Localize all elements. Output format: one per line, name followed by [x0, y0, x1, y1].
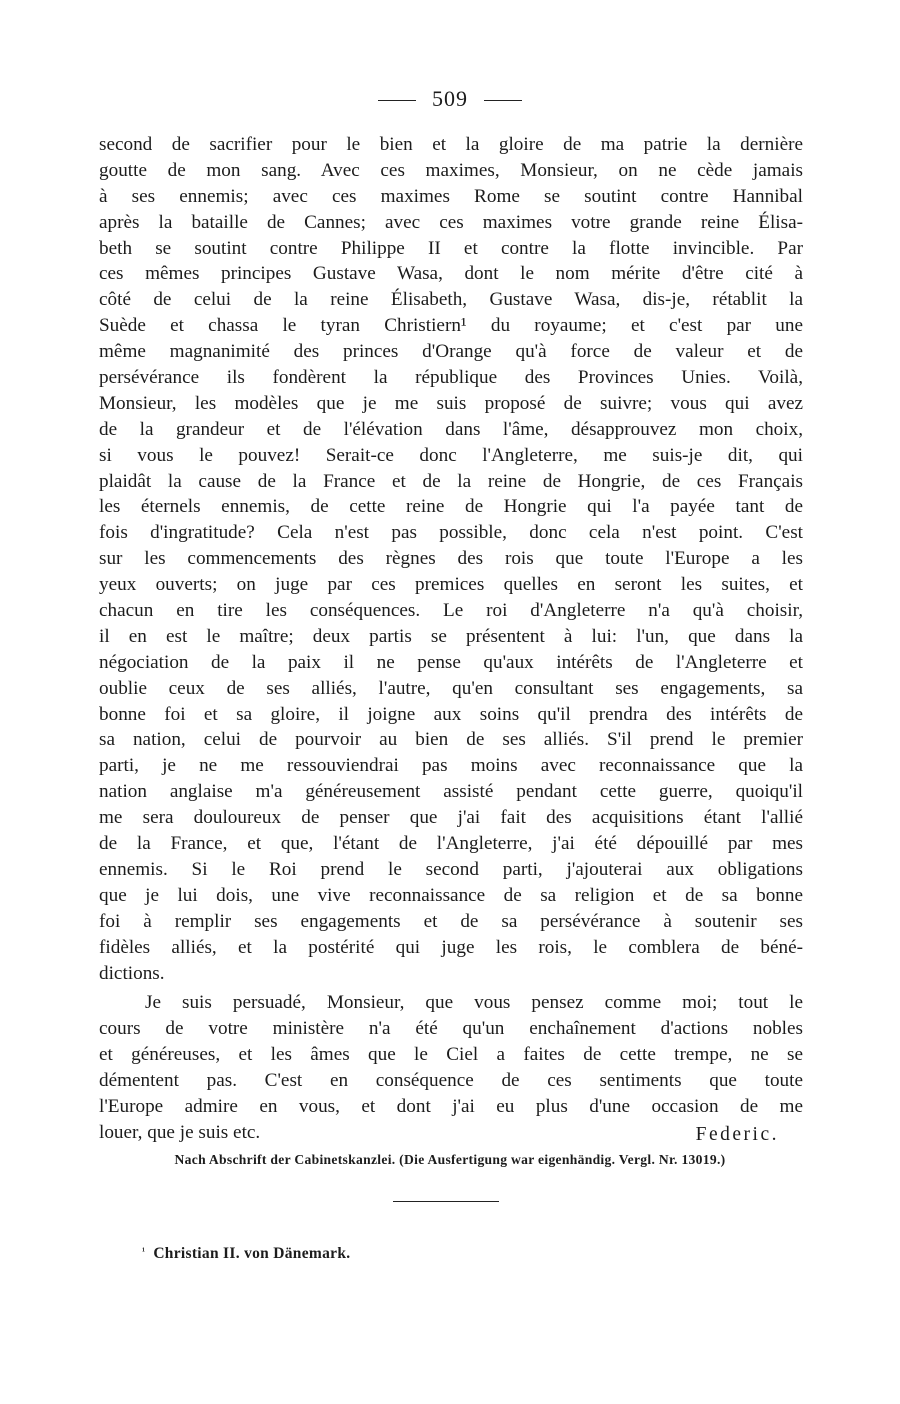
text-line: de la grandeur et de l'élévation dans l'âme, désapprouvez mon choix,: [99, 418, 803, 440]
footnote-divider: [393, 1201, 499, 1202]
text-line: bonne foi et sa gloire, il joigne aux soins qu'il prendra des intérêts de: [99, 703, 803, 725]
text-line: plaidât la cause de la France et de la reine de Hongrie, de ces Français: [99, 470, 803, 492]
text-line: yeux ouverts; on juge par ces premices quelles en seront les suites, et: [99, 574, 803, 596]
text-line: et généreuses, et les âmes que le Ciel a faites de cette trempe, ne se: [99, 1044, 803, 1066]
text-line: il en est le maître; deux partis se présentent à lui: l'un, que dans la: [99, 625, 803, 647]
text-line: à ses ennemis; avec ces maximes Rome se soutint contre Hannibal: [99, 185, 803, 207]
page-number: 509: [432, 86, 468, 111]
text-line: persévérance ils fondèrent la république des Provinces Unies. Voilà,: [99, 367, 803, 389]
text-line: démentent pas. C'est en conséquence de ces sentiments que toute: [99, 1070, 803, 1092]
text-line: fois d'ingratitude? Cela n'est pas possible, donc cela n'est point. C'est: [99, 522, 803, 544]
header-dash-left: [378, 100, 416, 101]
footnote-text: Christian II. von Dänemark.: [153, 1245, 351, 1262]
text-line: Suède et chassa le tyran Christiern¹ du royaume; et c'est par une: [99, 315, 803, 337]
closing-row: [99, 1120, 803, 1146]
page-header: [0, 86, 900, 112]
text-line: sur les commencements des règnes des rois que toute l'Europe a les: [99, 548, 803, 570]
text-line: oublie ceux de ses alliés, l'autre, qu'en consultant ses engagements, sa: [99, 677, 803, 699]
text-line: Je suis persuadé, Monsieur, que vous pensez comme moi; tout le: [145, 992, 803, 1014]
text-line: si vous le pouvez! Serait-ce donc l'Angleterre, me suis-je dit, qui: [99, 444, 803, 466]
text-line: chacun en tire les conséquences. Le roi d'Angleterre n'a qu'à choisir,: [99, 600, 803, 622]
text-line: l'Europe admire en vous, et dont j'ai eu plus d'une occasion de me: [99, 1095, 803, 1117]
text-line: parti, je ne me ressouviendrai pas moins avec reconnaissance que la: [99, 755, 803, 777]
text-line: beth se soutint contre Philippe II et contre la flotte invincible. Par: [99, 237, 803, 259]
text-line: dictions.: [99, 962, 165, 984]
header-dash-right: [484, 100, 522, 101]
text-line: sa nation, celui de pourvoir au bien de ses alliés. S'il prend le premier: [99, 729, 803, 751]
paragraph-2: [99, 990, 803, 1145]
text-line: me sera douloureux de penser que j'ai fait des acquisitions étant l'allié: [99, 807, 803, 829]
text-line: que je lui dois, une vive reconnaissance de sa religion et de sa bonne: [99, 884, 803, 906]
text-line: foi à remplir ses engagements et de sa persévérance à soutenir ses: [99, 910, 803, 932]
letter-body: [99, 132, 803, 1146]
text-line: ennemis. Si le Roi prend le second parti, j'ajouterai aux obligations: [99, 858, 803, 880]
text-line: cours de votre ministère n'a été qu'un enchaînement d'actions nobles: [99, 1018, 803, 1040]
text-line: nation anglaise m'a généreusement assisté pendant cette guerre, quoiqu'il: [99, 781, 803, 803]
footnote: [142, 1245, 350, 1263]
text-line: fidèles alliés, et la postérité qui juge les rois, le comblera de béné-: [99, 936, 803, 958]
source-note: Nach Abschrift der Cabinetskanzlei. (Die Ausfertigung war eigenhändig. Vergl. Nr. 13019.): [174, 1152, 726, 1167]
paragraph-1: [99, 132, 803, 986]
text-line: louer, que je suis etc.: [99, 1121, 261, 1143]
text-line: côté de celui de la reine Élisabeth, Gustave Wasa, dis-je, rétablit la: [99, 289, 803, 311]
text-line: second de sacrifier pour le bien et la gloire de ma patrie la dernière: [99, 134, 803, 155]
text-line: ces mêmes principes Gustave Wasa, dont le nom mérite d'être cité à: [99, 263, 803, 285]
text-line: les éternels ennemis, de cette reine de Hongrie qui l'a payée tant de: [99, 496, 803, 518]
signature: Federic.: [695, 1123, 779, 1145]
text-line: négociation de la paix il ne pense qu'aux intérêts de l'Angleterre et: [99, 651, 803, 673]
text-line: Monsieur, les modèles que je me suis proposé de suivre; vous qui avez: [99, 392, 803, 414]
footnote-marker: ¹: [142, 1246, 146, 1257]
text-line: après la bataille de Cannes; avec ces maximes votre grande reine Élisa-: [99, 211, 803, 233]
text-line: goutte de mon sang. Avec ces maximes, Monsieur, on ne cède jamais: [99, 159, 803, 181]
text-line: de la France, et que, l'étant de l'Angleterre, j'ai été dépouillé par mes: [99, 833, 803, 855]
text-line: même magnanimité des princes d'Orange qu'à force de valeur et de: [99, 341, 803, 363]
